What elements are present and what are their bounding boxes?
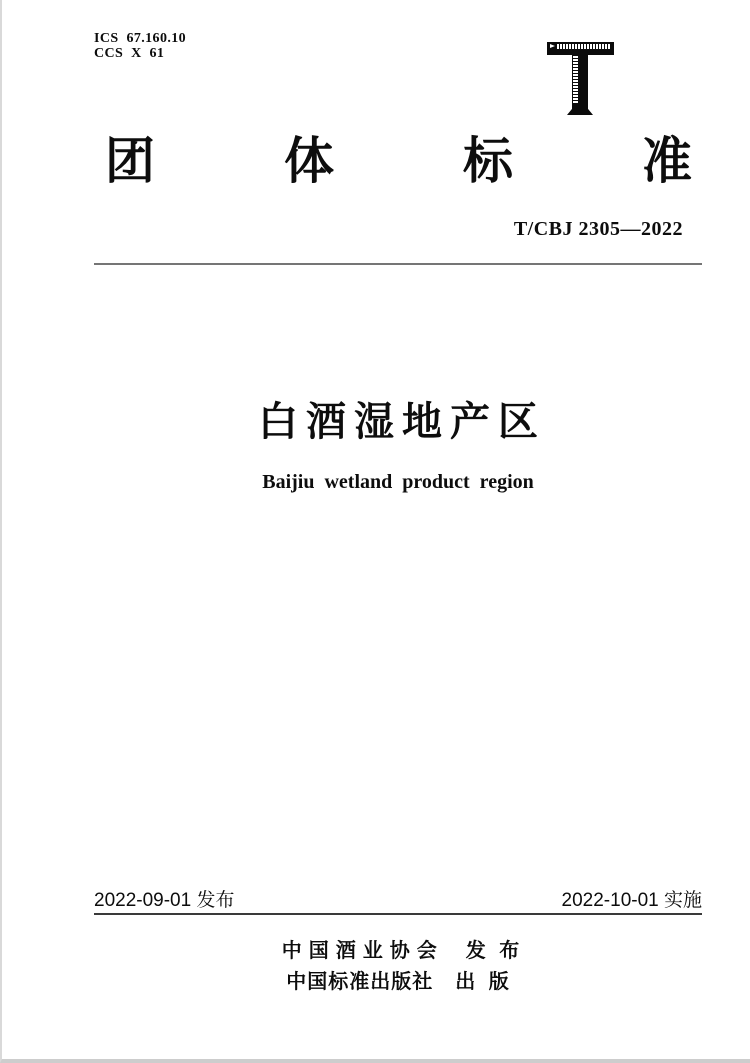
doc-type-char: 团	[105, 133, 155, 189]
issuer-name: 中国酒业协会	[281, 940, 444, 962]
document-title-english: Baijiu wetland product region	[262, 471, 534, 493]
doc-type-char: 标	[463, 133, 513, 189]
ics-code: ICS 67.160.10	[94, 31, 187, 46]
footer-rule	[94, 913, 702, 915]
t-logo-arrow	[550, 44, 555, 48]
doc-type-char: 准	[642, 133, 692, 189]
ccs-code: CCS X 61	[94, 46, 165, 61]
issue-date: 2022-09-01 发布	[94, 890, 235, 911]
issuer-action: 发 布	[465, 940, 522, 962]
dates-row	[94, 885, 702, 912]
header-rule	[94, 263, 702, 265]
publisher-name: 中国标准出版社	[286, 971, 434, 993]
group-standard-t-logo-icon	[547, 42, 614, 115]
t-logo-ruler-vertical	[573, 56, 578, 104]
publisher-block	[94, 936, 702, 998]
document-type-title	[105, 134, 692, 188]
implementation-date: 2022-10-01 实施	[561, 890, 702, 911]
document-title-chinese: 白酒湿地产区	[258, 400, 546, 444]
standard-number: T/CBJ 2305—2022	[513, 218, 683, 240]
t-logo-serif	[567, 108, 593, 115]
classification-codes	[94, 31, 186, 61]
doc-type-char: 体	[284, 133, 334, 189]
publisher-line	[94, 967, 702, 998]
publisher-action: 出 版	[455, 971, 511, 993]
issuer-line	[94, 936, 702, 967]
t-logo-ruler-horizontal	[556, 44, 610, 49]
